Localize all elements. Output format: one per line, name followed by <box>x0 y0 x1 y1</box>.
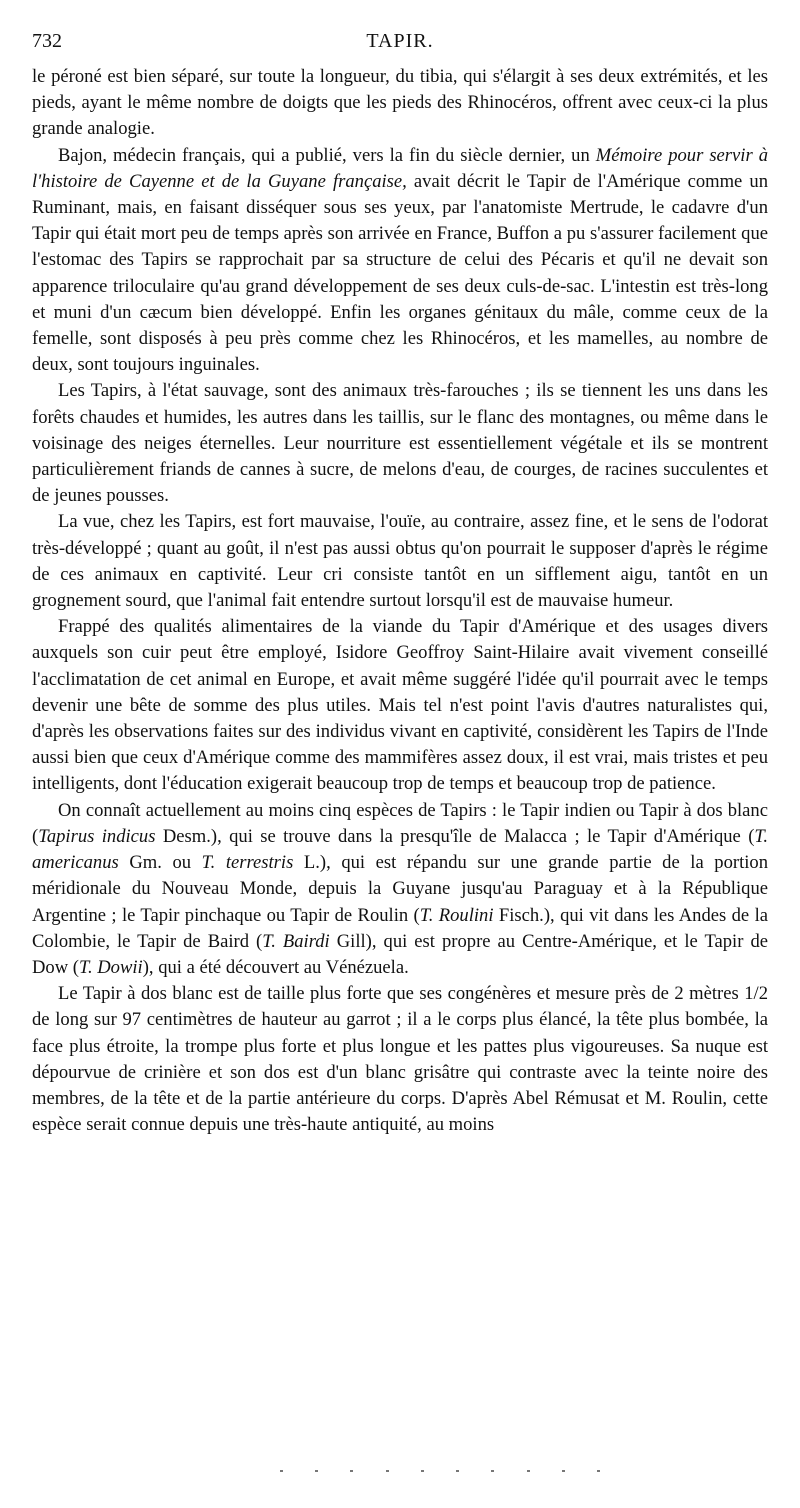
print-mark <box>421 1470 424 1472</box>
species-name-italic: T. terrestris <box>201 852 294 874</box>
print-mark <box>597 1470 600 1472</box>
text-run: ), qui a été découvert au Vénézuela. <box>142 956 409 978</box>
text-run: Gill), qui est propre au Centre-Amérique, et le Tapir de Dow ( <box>32 930 768 978</box>
species-name-italic: Tapirus indicus <box>38 825 156 847</box>
text-run: Fisch.), qui vit dans les Andes de la Colombie, le Tapir de Baird ( <box>32 904 768 952</box>
text-run: L.), qui est répandu sur une grande partie de la portion méridionale du Nouveau Monde, depuis la Guyane jusqu'au Paraguay et à la République Argentine ; le Tapir pinchaque ou Tapir de Roulin ( <box>32 852 768 926</box>
book-page <box>32 28 768 1138</box>
print-mark <box>562 1470 565 1472</box>
running-title: TAPIR. <box>366 30 434 52</box>
text-run: Bajon, médecin français, qui a publié, vers la fin du siècle dernier, un <box>58 144 596 166</box>
print-mark <box>527 1470 530 1472</box>
text-run: On connaît actuellement au moins cinq espèces de Tapirs : le Tapir indien ou Tapir à dos blanc ( <box>32 799 768 847</box>
paragraph-senses: La vue, chez les Tapirs, est fort mauvaise, l'ouïe, au contraire, assez fine, et le sens de l'odorat très-développé ; quant au goût, il n'est pas aussi obtus qu'on pourrait le supposer d'après le régime de ces animaux en captivité. Leur cri consiste tantôt en un sifflement aigu, tantôt en un grognement sourd, que l'animal fait entendre surtout lorsqu'il est de mauvaise humeur. <box>32 511 768 612</box>
print-mark <box>386 1470 389 1472</box>
text-run: Desm.), qui se trouve dans la presqu'île de Malacca ; le Tapir d'Amérique ( <box>155 825 755 847</box>
species-name-italic: T. americanus <box>32 825 768 874</box>
paragraph-species <box>32 798 768 981</box>
paragraph-description: Le Tapir à dos blanc est de taille plus forte que ses congénères et mesure près de 2 mètres 1/2 de long sur 97 centimètres de hauteur au garrot ; il a le corps plus élancé, la tête plus bombée, la face plus étroite, la trompe plus forte et plus longue et les pattes plus vigoureuses. Sa nuque est dépourvue de crinière et son dos est d'un blanc grisâtre qui contraste avec la teinte noire des membres, de la tête et de la partie antérieure du corps. D'après Abel Rémusat et M. Roulin, cette espèce serait connue depuis une très-haute antiquité, au moins <box>32 983 768 1136</box>
page-number: 732 <box>32 30 62 52</box>
running-head <box>32 28 768 54</box>
species-name-italic: T. Dowii <box>79 956 143 978</box>
species-name-italic: T. Roulini <box>419 904 494 926</box>
print-mark <box>456 1470 459 1472</box>
book-title-italic: Mémoire pour servir à l'histoire de Cayenne et de la Guyane française, <box>32 144 768 192</box>
print-mark <box>315 1470 318 1472</box>
paragraph-habitat: Les Tapirs, à l'état sauvage, sont des animaux très-farouches ; ils se tiennent les uns dans les forêts chaudes et humides, les autres dans les taillis, sur le flanc des montagnes, ou même dans le voisinage des neiges éternelles. Leur nourriture est essentiellement végétale et ils se montrent particulièrement friands de cannes à sucre, de melons d'eau, de courges, de racines succulentes et de jeunes pousses. <box>32 380 768 507</box>
print-marks <box>280 1468 600 1474</box>
text-run: Gm. ou <box>118 852 202 874</box>
paragraph-domestication: Frappé des qualités alimentaires de la viande du Tapir d'Amérique et des usages divers auxquels son cuir peut être employé, Isidore Geoffroy Saint-Hilaire avait vivement conseillé l'acclimatation de cet animal en Europe, et avait même suggéré l'idée qu'il pourrait avec le temps devenir une bête de somme des plus utiles. Mais tel n'est point l'avis d'autres naturalistes qui, d'après les observations faites sur des individus vivant en captivité, considèrent les Tapirs de l'Inde aussi bien que ceux d'Amérique comme des mammifères assez doux, il est vrai, mais tristes et peu intelligents, dont l'éducation exigerait beaucoup trop de temps et beaucoup trop de patience. <box>32 616 768 795</box>
print-mark <box>280 1470 283 1472</box>
paragraph-continuation: le péroné est bien séparé, sur toute la longueur, du tibia, qui s'élargit à ses deux extrémités, et les pieds, ayant le même nombre de doigts que les pieds des Rhinocéros, offrent avec ceux-ci la plus grande analogie. <box>32 66 768 140</box>
species-name-italic: T. Bairdi <box>262 930 330 952</box>
print-mark <box>491 1470 494 1472</box>
body-text <box>32 64 768 1138</box>
print-mark <box>350 1470 353 1472</box>
text-run: avait décrit le Tapir de l'Amérique comme un Ruminant, mais, en faisant disséquer sous ses yeux, par l'anatomiste Mertrude, le cadavre d'un Tapir qui était mort peu de temps après son arrivée en France, Buffon a pu s'assurer facilement que l'estomac des Tapirs se rapprochait par sa structure de celui des Pécaris et qu'il ne devait son apparence triloculaire qu'au grand développement de ses deux culs-de-sac. L'intestin est très-long et muni d'un cæcum bien développé. Enfin les organes génitaux du mâle, comme ceux de la femelle, sont disposés à peu près comme chez les Rhinocéros, et les mamelles, au nombre de deux, sont toujours inguinales. <box>32 170 769 376</box>
paragraph-bajon <box>32 143 768 379</box>
